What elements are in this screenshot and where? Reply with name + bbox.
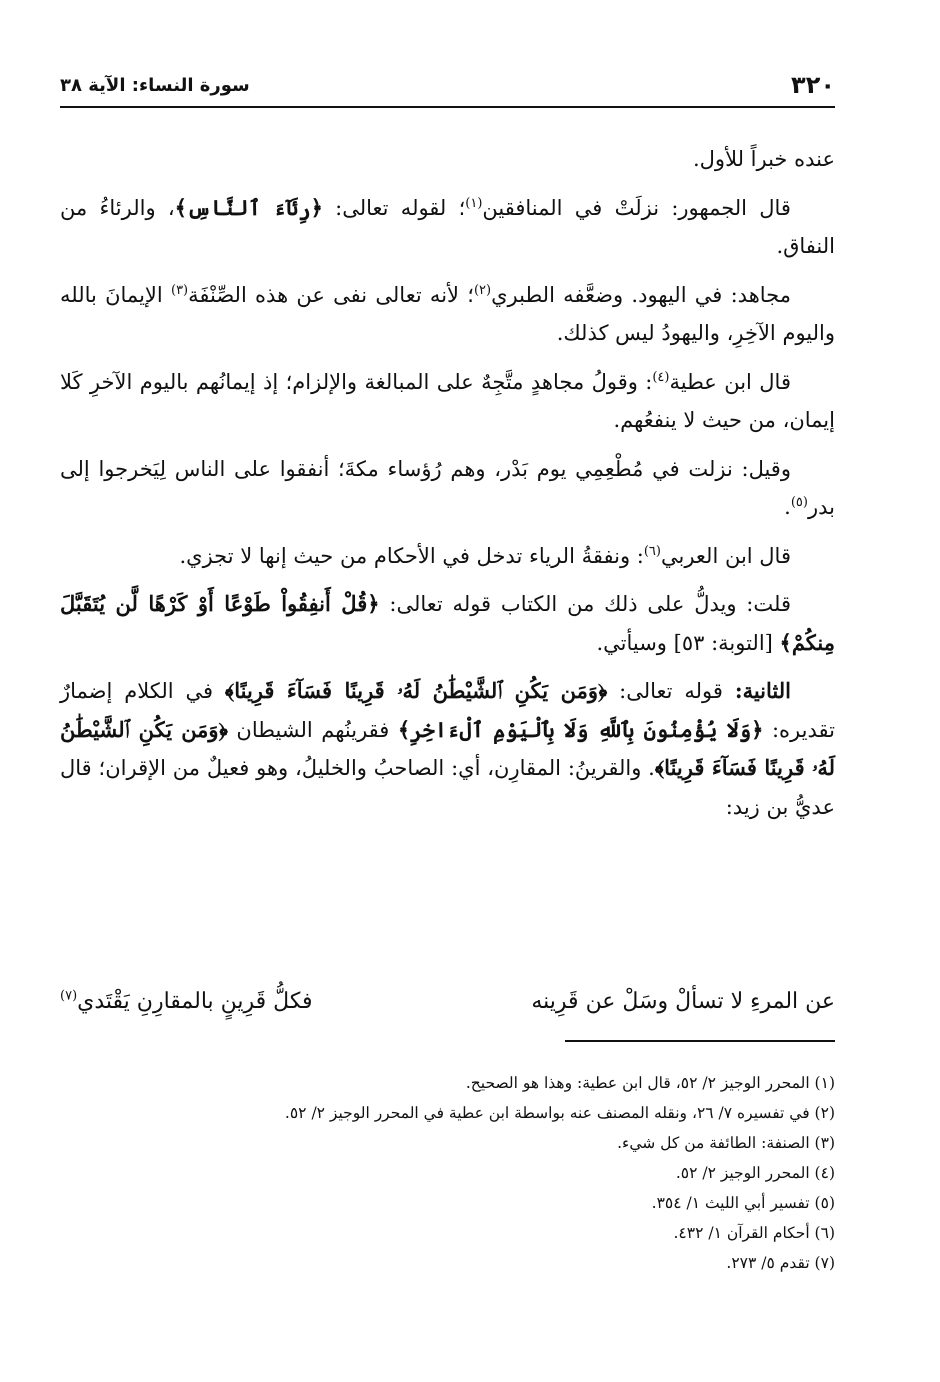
footnote-item: (٥) تفسير أبي الليث ١/ ٣٥٤. <box>651 1194 835 1212</box>
paragraph-text: [التوبة: ٥٣] وسيأتي. <box>596 630 780 655</box>
quran-quote: ﴿قُلْ أَنفِقُواْ طَوْعًا أَوْ كَرْهًا لَّن يُتَقَبَّلَ مِنكُمْ﴾ <box>60 591 835 655</box>
quran-quote: ﴿وَمَن يَكُنِ ٱلشَّيْطَٰنُ لَهُۥ قَرِينًا فَسَآءَ قَرِينًا﴾ <box>60 716 835 780</box>
paragraph-8 <box>60 672 835 826</box>
footnote-item: (١) المحرر الوجيز ٢/ ٥٢، قال ابن عطية: وهذا هو الصحيح. <box>465 1074 835 1092</box>
paragraph-text: في الكلام إضمارٌ تقديره: <box>60 679 835 742</box>
running-title: سورة النساء: الآية ٣٨ <box>60 75 250 96</box>
paragraph-text: ، والرئاءُ من النفاق. <box>60 195 835 258</box>
footnote-ref[interactable]: (١) <box>465 195 483 211</box>
paragraph-text: . والقرينُ: المقارِن، أي: الصاحبُ والخليلُ، وهو فعيلٌ من الإقران؛ قال عديُّ بن زيد: <box>60 756 835 819</box>
paragraph-text: . <box>784 495 791 519</box>
paragraph-text: : وقولُ مجاهدٍ متَّجِهٌ على المبالغة والإلزام؛ إذ إيمانُهم باليوم الآخرِ كَلا إيمان، من حيث لا ينفعُهم. <box>60 369 835 432</box>
footnote-ref[interactable]: (٥) <box>790 495 808 510</box>
paragraph-7 <box>60 585 835 662</box>
footnote-ref[interactable]: (٤) <box>652 369 670 385</box>
paragraph-text: قال الجمهور: نزلَتْ في المنافقين <box>482 195 791 220</box>
paragraph-text: قال ابن العربي <box>660 543 791 568</box>
paragraph-text: عنده خبراً للأول. <box>693 147 835 171</box>
paragraph-text: فقرينُهم الشيطان <box>227 717 398 742</box>
paragraph-text: قال ابن عطية <box>669 369 791 394</box>
page-header <box>60 68 835 108</box>
page-number: ٣٢٠ <box>791 71 835 99</box>
footnote-ref[interactable]: (٧) <box>60 988 78 1004</box>
paragraph-text: وقيل: نزلت في مُطْعِمِي يوم بَدْر، وهم رُؤساء مكةَ؛ أنفقوا على الناس لِيَخرجوا إلى بدر <box>60 456 835 519</box>
footnote-item: (٣) الصنفة: الطائفة من كل شيء. <box>617 1134 835 1152</box>
quran-quote: ﴿رِئَآءَ ٱلنَّاسِ﴾ <box>174 194 323 220</box>
footnote-item: (٢) في تفسيره ٧/ ٢٦، ونقله المصنف عنه بواسطة ابن عطية في المحرر الوجيز ٢/ ٥٢. <box>284 1104 835 1122</box>
hemistich-text: فكلُّ قَرِينٍ بالمقارِنِ يَقْتَدي <box>77 989 313 1014</box>
paragraph-text: ؛ لقوله تعالى: <box>322 195 466 220</box>
paragraph-6 <box>60 537 835 576</box>
verse-hemistich-2 <box>60 982 313 1022</box>
paragraph-text: قلت: ويدلُّ على ذلك من الكتاب قوله تعالى: <box>379 592 791 616</box>
footnote-item: (٤) المحرر الوجيز ٢/ ٥٢. <box>675 1164 835 1182</box>
paragraph-1 <box>60 140 835 179</box>
paragraph-text: قوله تعالى: <box>607 679 735 703</box>
paragraph-4 <box>60 363 835 440</box>
section-label: الثانية: <box>734 678 791 703</box>
paragraph-2 <box>60 189 835 266</box>
paragraph-text: ؛ لأنه تعالى نفى عن هذه الصِّنْفَة <box>188 282 474 307</box>
paragraph-text: الإيمانَ بالله واليوم الآخِرِ، واليهودُ ليس كذلك. <box>60 282 835 345</box>
paragraph-text: مجاهد: في اليهود. وضعَّفه الطبري <box>491 282 791 307</box>
poetry-verse <box>60 982 835 1022</box>
footnote-item: (٧) تقدم ٥/ ٢٧٣. <box>726 1254 835 1272</box>
footnote-item: (٦) أحكام القرآن ١/ ٤٣٢. <box>673 1224 835 1242</box>
footnote-ref[interactable]: (٦) <box>643 543 661 559</box>
paragraph-5 <box>60 450 835 527</box>
footnote-ref[interactable]: (٣) <box>170 282 189 298</box>
verse-hemistich-1: عن المرءِ لا تسألْ وسَلْ عن قَرِينه <box>531 989 835 1014</box>
paragraph-3 <box>60 276 835 353</box>
footnote-separator <box>565 1040 835 1042</box>
paragraph-text: : ونفقةُ الرياء تدخل في الأحكام من حيث إنها لا تجزي. <box>179 543 644 568</box>
quran-quote: ﴿وَمَن يَكُنِ ٱلشَّيْطَٰنُ لَهُۥ قَرِينًا فَسَآءَ قَرِينًا﴾ <box>224 678 608 703</box>
main-text <box>60 140 835 836</box>
quran-quote: ﴿وَلَا يُؤْمِنُونَ بِٱللَّهِ وَلَا بِٱلْيَوْمِ ٱلْءَاخِرِ﴾ <box>397 716 764 742</box>
footnote-ref[interactable]: (٢) <box>473 282 492 298</box>
footnotes <box>60 1068 835 1278</box>
